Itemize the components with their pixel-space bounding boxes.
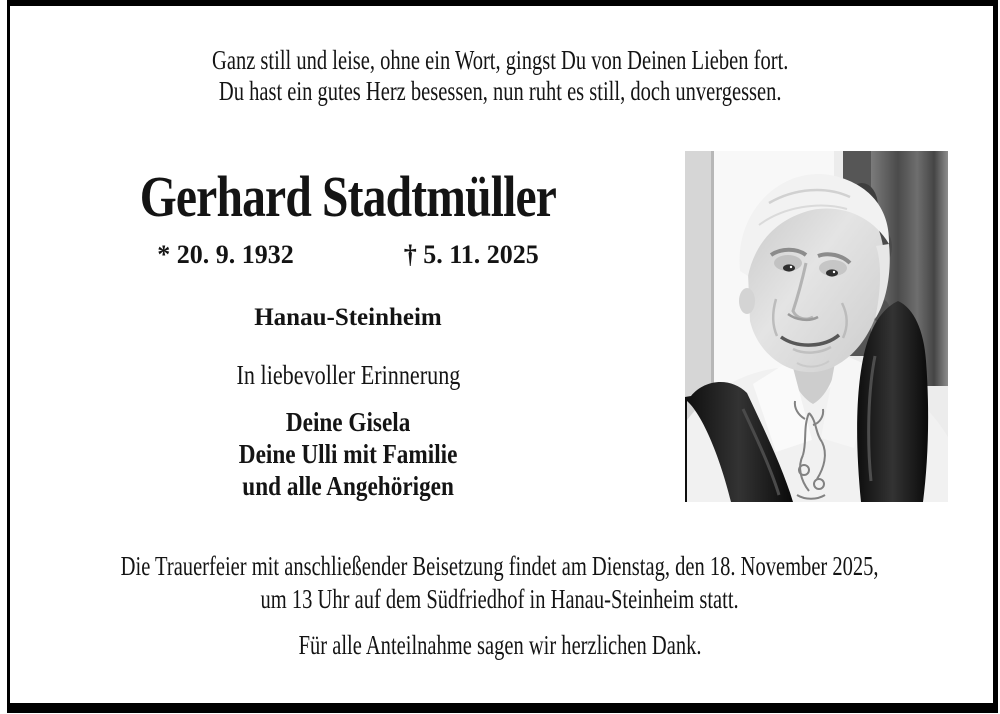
- thanks-line: Für alle Anteilnahme sagen wir herzlichen Dank.: [298, 630, 702, 660]
- funeral-line2: um 13 Uhr auf dem Südfriedhof in Hanau-Steinheim statt.: [260, 584, 740, 614]
- memorial-intro: In liebevoller Erinnerung: [236, 360, 460, 390]
- relative-line: und alle Angehörigen: [242, 471, 454, 501]
- residence: Hanau-Steinheim: [254, 304, 442, 331]
- deceased-name: Gerhard Stadtmüller: [139, 164, 557, 229]
- life-dates: [10, 240, 686, 270]
- funeral-info: [0, 550, 1000, 616]
- relative-line: Deine Gisela: [285, 407, 411, 437]
- epigraph-line1: Ganz still und leise, ohne ein Wort, gingst Du von Deinen Lieben fort.: [211, 45, 789, 75]
- relative-line: Deine Ulli mit Familie: [238, 439, 458, 469]
- epigraph-line2: Du hast ein gutes Herz besessen, nun ruht es still, doch unvergessen.: [218, 76, 782, 106]
- death-date: † 5. 11. 2025: [403, 240, 539, 269]
- portrait-photo-illustration: [685, 151, 948, 502]
- portrait-photo: [685, 151, 948, 502]
- birth-date: * 20. 9. 1932: [157, 240, 294, 269]
- funeral-line1: Die Trauerfeier mit anschließender Beisetzung findet am Dienstag, den 18. November 2025,: [121, 551, 879, 581]
- relatives-list: [10, 406, 686, 502]
